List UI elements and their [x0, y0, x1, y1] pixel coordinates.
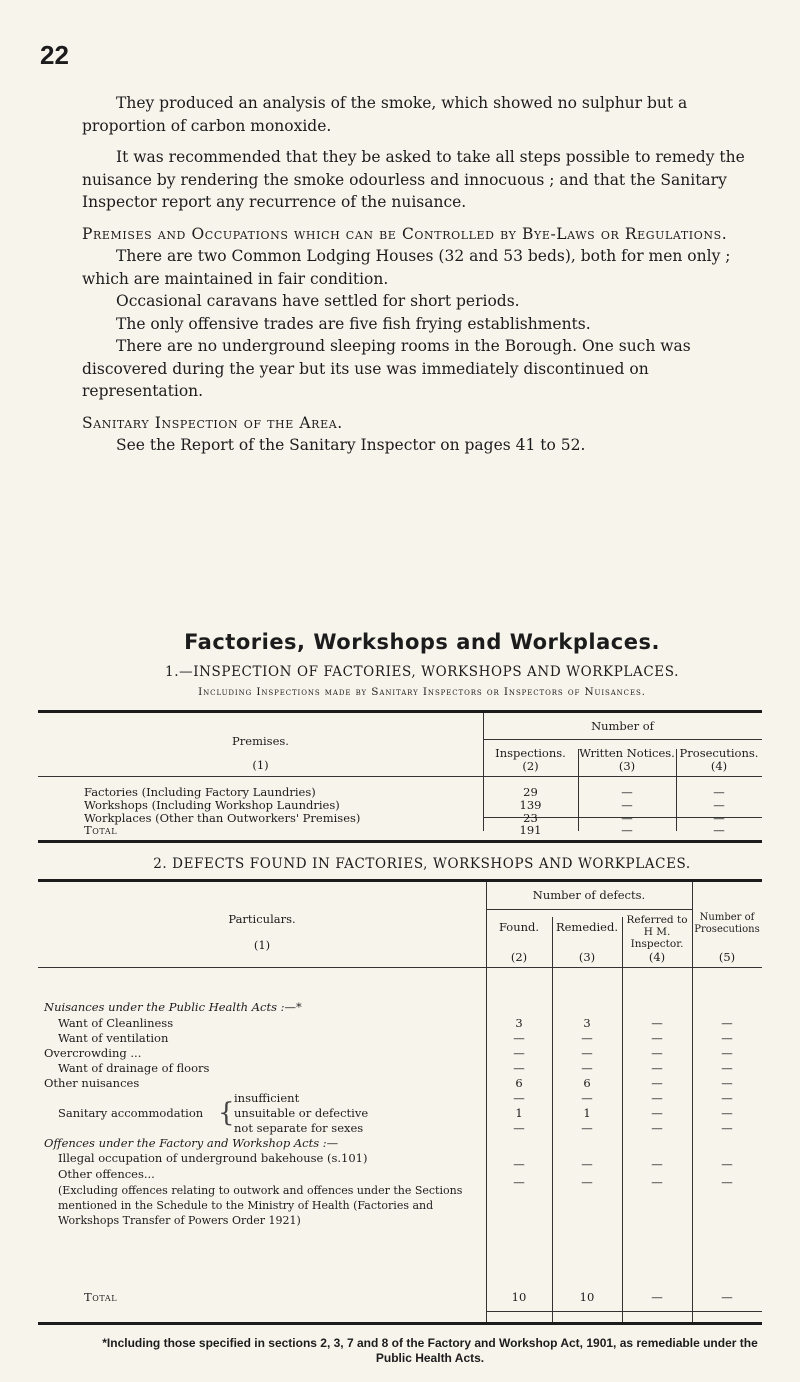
table-cell: — [721, 1031, 733, 1045]
table-cell: — [721, 1106, 733, 1120]
col-header-prosecutions: Prosecutions. [679, 746, 759, 760]
total-cell: — [621, 823, 633, 837]
table-cell: — [513, 1031, 525, 1045]
table-row-label: Other offences... [58, 1167, 155, 1181]
col-header-number: (1) [252, 758, 269, 772]
paragraph: See the Report of the Sanitary Inspector on pages 41 to 52. [116, 436, 586, 454]
table-rule [486, 909, 692, 910]
table-cell: — [581, 1061, 593, 1075]
total-label: Total [84, 1290, 118, 1304]
table-cell: — [651, 1091, 663, 1105]
table-cell: — [621, 785, 633, 799]
col-header-particulars: Particulars. [228, 912, 296, 926]
total-label: Total [84, 823, 118, 837]
section-heading-premises: Premises and Occupations which can be Controlled by Bye-Laws or Regulations. [82, 224, 728, 243]
table-cell: 3 [515, 1016, 523, 1030]
table-cell: — [651, 1031, 663, 1045]
table-cell: — [721, 1046, 733, 1060]
table-cell: — [513, 1046, 525, 1060]
table-row-label: Overcrowding ... [44, 1046, 142, 1060]
paragraph: Occasional caravans have settled for short periods. [116, 292, 520, 310]
col-header-inspections: Inspections. [495, 746, 566, 760]
table-cell: — [581, 1121, 593, 1135]
nuisances-heading: Nuisances under the Public Health Acts :—* [44, 1000, 302, 1014]
table-row-label: insufficient [234, 1091, 300, 1105]
table-rule [38, 776, 762, 777]
table-cell: — [621, 798, 633, 812]
brace-icon: { [218, 1098, 235, 1128]
table2-title: 2. DEFECTS FOUND IN FACTORIES, WORKSHOPS AND WORKPLACES. [153, 856, 691, 872]
table-rule [483, 739, 762, 740]
col-header-premises: Premises. [232, 734, 289, 748]
col-header-referred: Referred to H M. Inspector. [626, 914, 688, 950]
table1-caption: Including Inspections made by Sanitary Inspectors or Inspectors of Nuisances. [198, 686, 646, 698]
table-cell: — [713, 785, 725, 799]
table-cell: 139 [519, 798, 542, 812]
table-cell: — [581, 1175, 593, 1189]
table-cell: — [651, 1016, 663, 1030]
col-header-number: (3) [578, 950, 596, 964]
table-row-label: Workplaces (Other than Outworkers' Premises) [84, 811, 361, 825]
total-cell: — [721, 1290, 733, 1304]
table-row-label: Other nuisances [44, 1076, 140, 1090]
col-header-number: (2) [510, 950, 528, 964]
table-cell: — [651, 1106, 663, 1120]
table-rule [38, 710, 762, 713]
total-cell: — [713, 823, 725, 837]
table-cell: — [621, 811, 633, 825]
footnote: *Including those specified in sections 2, 3, 7 and 8 of the Factory and Workshop Act, 1901, as remediable under the Public Health Acts. [102, 1336, 758, 1365]
table-cell: 1 [515, 1106, 523, 1120]
table-row-label: Workshops (Including Workshop Laundries) [84, 798, 340, 812]
table-cell: — [651, 1121, 663, 1135]
factories-heading: Factories, Workshops and Workplaces. [184, 630, 660, 654]
table-row-label: Factories (Including Factory Laundries) [84, 785, 316, 799]
section-heading-sanitary: Sanitary Inspection of the Area. [82, 413, 343, 432]
col-header-notices: Written Notices. [579, 746, 675, 760]
total-cell: 10 [511, 1290, 527, 1304]
body-text [82, 92, 762, 457]
table-cell: — [721, 1157, 733, 1171]
table-cell: — [513, 1157, 525, 1171]
group-header: Number of defects. [532, 888, 646, 902]
page-number: 22 [40, 40, 69, 70]
table-cell: — [513, 1061, 525, 1075]
table-cell: 6 [515, 1076, 523, 1090]
col-header-prosecutions: Number of Prosecutions [694, 912, 760, 935]
table-cell: — [721, 1121, 733, 1135]
paragraph: There are no underground sleeping rooms in the Borough. One such was discovered during the year but its use was immediately discontinued on representation. [82, 337, 691, 400]
table-row-label: Want of Cleanliness [58, 1016, 174, 1030]
col-header-number: (4) [648, 950, 666, 964]
table-rule [38, 967, 762, 968]
paragraph: They produced an analysis of the smoke, which showed no sulphur but a proportion of carbon monoxide. [82, 94, 688, 135]
table-cell: — [651, 1046, 663, 1060]
col-header-number: (3) [618, 759, 636, 773]
excluding-note: (Excluding offences relating to outwork and offences under the Sections mentioned in the Schedule to the Ministry of Health (Factories and Workshops Transfer of Powers Order 1921) [58, 1184, 463, 1227]
table-cell: — [713, 798, 725, 812]
paragraph: It was recommended that they be asked to take all steps possible to remedy the nuisance by rendering the smoke odourless and innocuous ; and that the Sanitary Inspector report any recurrence of the nuisance. [82, 148, 745, 211]
group-header: Number of [591, 719, 654, 733]
offences-heading: Offences under the Factory and Workshop Acts :— [44, 1136, 339, 1150]
paragraph: The only offensive trades are five fish frying establishments. [116, 314, 591, 333]
table-cell: — [581, 1046, 593, 1060]
table-cell: — [651, 1175, 663, 1189]
table-cell: — [721, 1076, 733, 1090]
col-header-number: (2) [522, 759, 539, 773]
col-header-number: (1) [253, 938, 271, 952]
table-row-label: Want of ventilation [58, 1031, 169, 1045]
table-cell: 23 [523, 811, 538, 825]
table-cell: — [651, 1076, 663, 1090]
table-rule [38, 1322, 762, 1325]
table-cell: — [713, 811, 725, 825]
table-cell: 6 [583, 1076, 591, 1090]
paragraph: There are two Common Lodging Houses (32 and 53 beds), both for men only ; which are maintained in fair condition. [82, 247, 731, 288]
table-cell: — [651, 1061, 663, 1075]
table-cell: 29 [523, 785, 538, 799]
total-cell: — [651, 1290, 663, 1304]
table-cell: — [721, 1016, 733, 1030]
table-row-label: unsuitable or defective [234, 1106, 369, 1120]
table-rule [38, 840, 762, 843]
table-row-label: Want of drainage of floors [58, 1061, 210, 1075]
total-cell: 10 [579, 1290, 595, 1304]
table-cell: — [513, 1121, 525, 1135]
col-header-found: Found. [498, 920, 540, 934]
table-row-label: Illegal occupation of underground bakehouse (s.101) [58, 1151, 368, 1165]
table-rule [38, 879, 762, 882]
total-cell: 191 [519, 823, 542, 837]
table-cell: — [581, 1091, 593, 1105]
sanitary-accommodation-label: Sanitary accommodation [58, 1106, 204, 1120]
table-cell: 3 [583, 1016, 591, 1030]
table-cell: — [513, 1091, 525, 1105]
table1-title: 1.—INSPECTION OF FACTORIES, WORKSHOPS AND WORKPLACES. [165, 664, 679, 680]
table-cell: — [721, 1091, 733, 1105]
table-row-label: not separate for sexes [234, 1121, 364, 1135]
table-cell: 1 [583, 1106, 591, 1120]
table-cell: — [651, 1157, 663, 1171]
table-cell: — [513, 1175, 525, 1189]
table-cell: — [581, 1157, 593, 1171]
col-header-number: (4) [710, 759, 728, 773]
table-rule [486, 1311, 762, 1312]
col-header-remedied: Remedied. [555, 920, 619, 934]
table-cell: — [721, 1061, 733, 1075]
col-header-number: (5) [718, 950, 736, 964]
table-cell: — [721, 1175, 733, 1189]
table-cell: — [581, 1031, 593, 1045]
